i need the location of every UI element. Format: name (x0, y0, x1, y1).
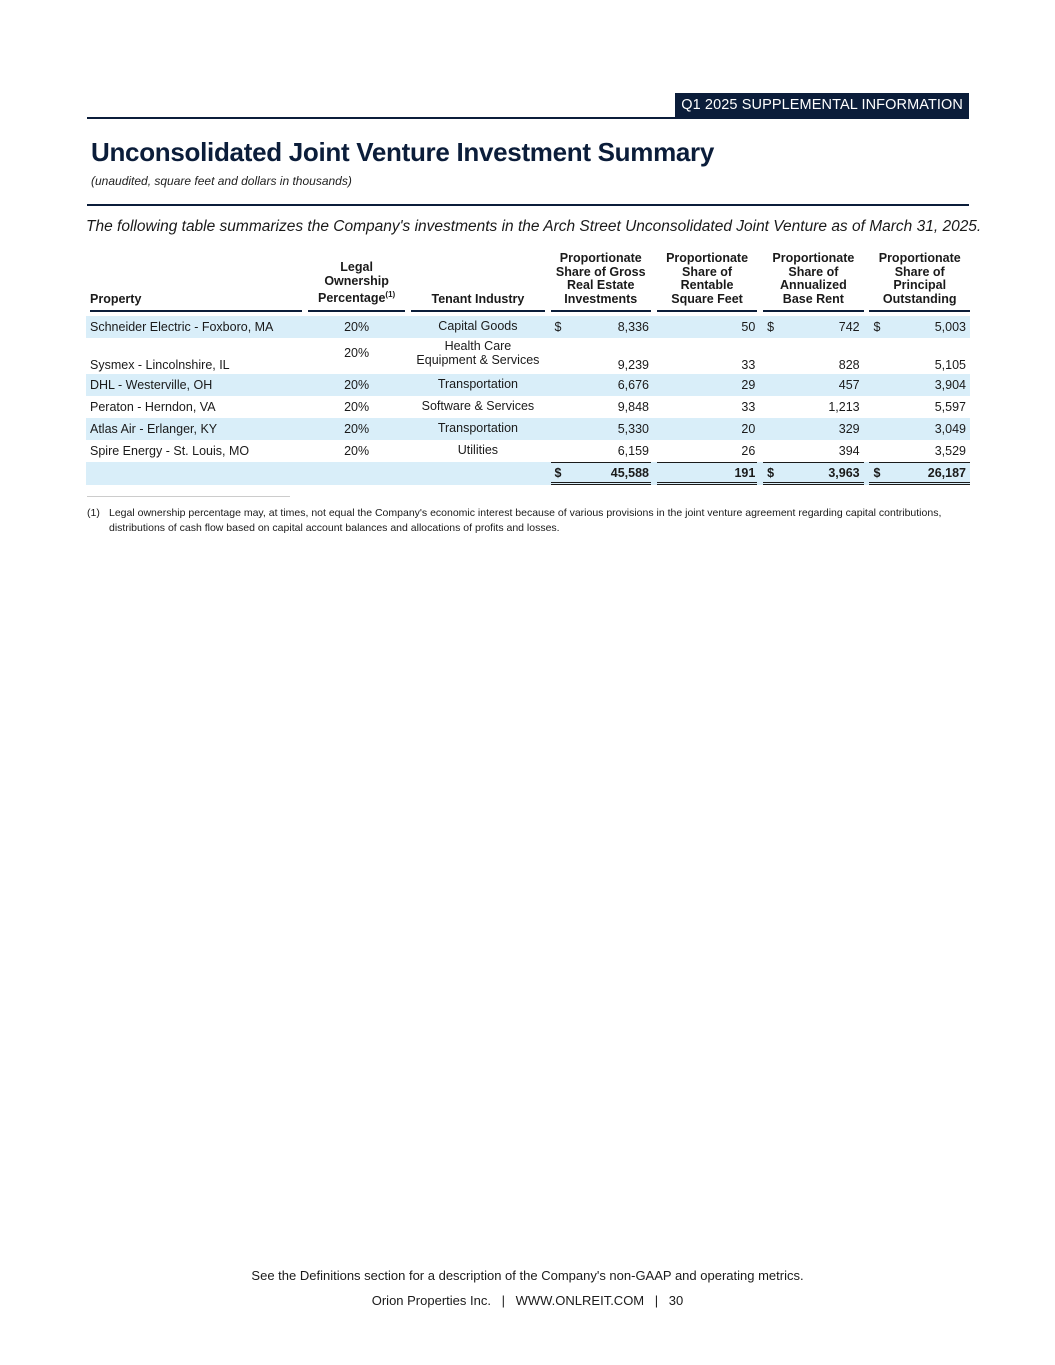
base-rent: 828 (838, 358, 860, 372)
principal: 5,597 (934, 400, 966, 414)
ownership-pct: 20% (344, 346, 370, 360)
total-row (86, 462, 970, 485)
footer-page-number: 30 (668, 1293, 684, 1308)
footnote (87, 506, 957, 535)
ownership-pct: 20% (308, 316, 405, 338)
total-square-feet: 191 (657, 462, 757, 485)
tenant-industry: Utilities (457, 443, 499, 458)
page-subtitle: (unaudited, square feet and dollars in thousands) (91, 174, 352, 188)
ownership-pct: 20% (344, 444, 370, 458)
footer-note: See the Definitions section for a description of the Company's non-GAAP and operating metrics. (251, 1268, 804, 1283)
principal: 3,904 (869, 374, 970, 396)
property-name: Atlas Air - Erlanger, KY (86, 418, 302, 440)
property-name: Peraton - Herndon, VA (90, 400, 216, 414)
table-row (86, 338, 970, 374)
base-rent: 457 (763, 374, 863, 396)
gross-investment: 9,848 (617, 400, 649, 414)
square-feet: 20 (657, 418, 757, 440)
tenant-industry: Health Care Equipment & Services (416, 339, 540, 367)
table-row (86, 418, 970, 440)
table-row (86, 374, 970, 396)
footnote-divider (87, 496, 290, 497)
gross-investment: 9,239 (617, 358, 649, 372)
total-principal: $ 26,187 (869, 462, 970, 485)
gross-investment: $ 8,336 (551, 316, 651, 338)
square-feet: 29 (657, 374, 757, 396)
property-name: Spire Energy - St. Louis, MO (90, 444, 250, 458)
property-name: DHL - Westerville, OH (86, 374, 302, 396)
total-base-rent: $ 3,963 (763, 462, 863, 485)
jv-investment-table (86, 252, 970, 485)
header-principal: Proportionate Share of Principal Outstanding (869, 252, 970, 316)
header-base-rent: Proportionate Share of Annualized Base Rent (763, 252, 863, 316)
header-tenant-industry: Tenant Industry (411, 252, 545, 316)
footnote-text: Legal ownership percentage may, at times, not equal the Company's economic interest because of various provisions in the joint venture agreement regarding capital contributions, distributions of cash flow based on capital account balances and allocations of profits and losses. (109, 507, 942, 534)
title-rule (87, 204, 969, 206)
principal: 5,105 (934, 358, 966, 372)
base-rent: $ 742 (763, 316, 863, 338)
ownership-pct: 20% (308, 418, 405, 440)
tenant-industry: Software & Services (421, 399, 535, 414)
tenant-industry: Transportation (411, 418, 545, 440)
gross-investment: 5,330 (551, 418, 651, 440)
tenant-industry: Transportation (411, 374, 545, 396)
footer-line (0, 1293, 1055, 1308)
header-gross-investments: Proportionate Share of Gross Real Estate Investments (551, 252, 651, 316)
ownership-pct: 20% (344, 400, 370, 414)
header-ownership: Legal Ownership Percentage$^{(1)}$ (308, 252, 405, 316)
base-rent: 394 (838, 444, 860, 458)
gross-investment: 6,676 (551, 374, 651, 396)
header-property: Property (86, 252, 302, 316)
gross-investment: 6,159 (617, 444, 649, 458)
property-name: Sysmex - Lincolnshire, IL (90, 358, 230, 372)
tenant-industry: Capital Goods (411, 316, 545, 338)
table-header-row (86, 252, 970, 316)
footer-separator: | (654, 1293, 659, 1308)
base-rent: 1,213 (828, 400, 860, 414)
property-name: Schneider Electric - Foxboro, MA (86, 316, 302, 338)
table-row (86, 316, 970, 338)
square-feet: 33 (741, 400, 756, 414)
footnote-marker: (1) (87, 507, 100, 519)
principal: $ 5,003 (869, 316, 970, 338)
base-rent: 329 (763, 418, 863, 440)
table-row (86, 440, 970, 462)
header-square-feet: Proportionate Share of Rentable Square Feet (657, 252, 757, 316)
square-feet: 33 (741, 358, 756, 372)
page-title: Unconsolidated Joint Venture Investment Summary (91, 137, 715, 167)
total-gross-investment: $ 45,588 (551, 462, 651, 485)
principal: 3,529 (934, 444, 966, 458)
table-row (86, 396, 970, 418)
footer-company: Orion Properties Inc. (371, 1293, 491, 1308)
header-banner: Q1 2025 SUPPLEMENTAL INFORMATION (675, 93, 969, 118)
ownership-pct: 20% (308, 374, 405, 396)
square-feet: 26 (741, 444, 756, 458)
square-feet: 50 (657, 316, 757, 338)
intro-text: The following table summarizes the Company's investments in the Arch Street Unconsolidated Joint Venture as of March 31, 2025. (86, 218, 982, 235)
footer-website[interactable]: WWW.ONLREIT.COM (515, 1293, 645, 1308)
footer-separator: | (501, 1293, 505, 1308)
principal: 3,049 (869, 418, 970, 440)
